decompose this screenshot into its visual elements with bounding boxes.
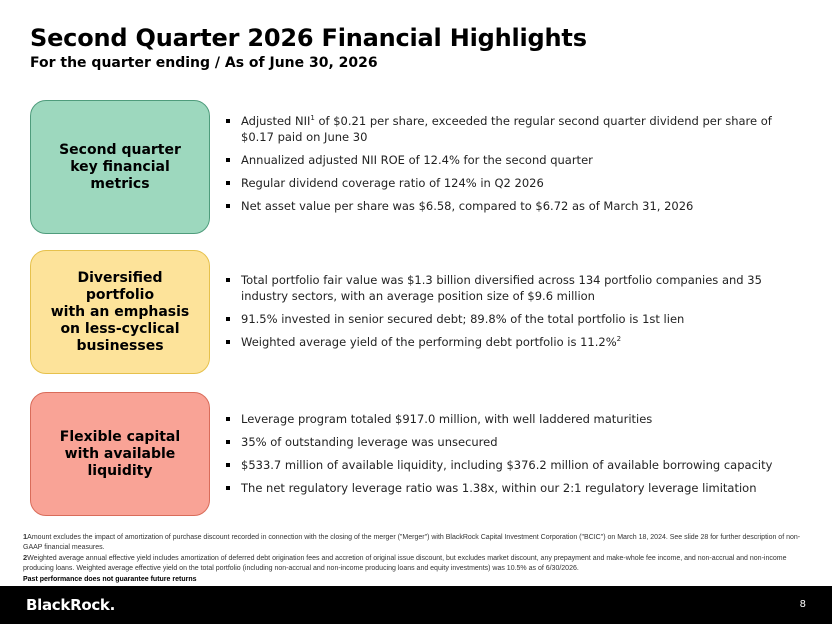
- bullet-list-key-metrics: [224, 113, 808, 221]
- bullet-item: Weighted average yield of the performing debt portfolio is 11.2%$^2$: [224, 334, 808, 350]
- section-label-flexible-capital: Flexible capital with available liquidity: [30, 392, 210, 516]
- bullet-item: 91.5% invested in senior secured debt; 89.8% of the total portfolio is 1st lien: [224, 311, 808, 327]
- bullet-item: $533.7 million of available liquidity, including $376.2 million of available borrowing capacity: [224, 457, 808, 473]
- footnotes: [23, 532, 813, 585]
- section-label-diversified-portfolio: Diversified portfolio with an emphasis on less-cyclical businesses: [30, 250, 210, 374]
- section-label-key-metrics: Second quarter key financial metrics: [30, 100, 210, 234]
- page-number: 8: [799, 599, 806, 610]
- bullet-item: Adjusted NII$^1$ of $0.21 per share, exceeded the regular second quarter dividend per share of $0.17 paid on June 30: [224, 113, 808, 145]
- bullet-item: Total portfolio fair value was $1.3 billion diversified across 134 portfolio companies and 35 industry sectors, with an average position size of $9.6 million: [224, 272, 808, 304]
- bullet-item: Net asset value per share was $6.58, compared to $6.72 as of March 31, 2026: [224, 198, 808, 214]
- footnote-2: 2Weighted average annual effective yield includes amortization of deferred debt origination fees and accretion of original issue discount, but excludes market discount, any prepayment and make-whole fee income, and non-accrual and non-income producing loans. Weighted average effective yield on the total portfolio (including non-accrual and non-income producing loans and equity investments) was 10.5% as of 6/30/2026.: [23, 553, 787, 572]
- blackrock-logo: BlackRock.: [26, 596, 115, 614]
- bullet-item: Regular dividend coverage ratio of 124% in Q2 2026: [224, 175, 808, 191]
- bullet-item: Leverage program totaled $917.0 million, with well laddered maturities: [224, 411, 808, 427]
- past-performance-disclaimer: Past performance does not guarantee future returns: [23, 576, 197, 583]
- bullet-item: The net regulatory leverage ratio was 1.38x, within our 2:1 regulatory leverage limitation: [224, 480, 808, 496]
- footer-bar: [0, 586, 832, 624]
- bullet-list-diversified-portfolio: [224, 272, 808, 357]
- footnote-1: 1Amount excludes the impact of amortization of purchase discount recorded in connection with the closing of the merger ("Merger") with BlackRock Capital Investment Corporation ("BCIC") on March 18, 2024. See slide 28 for further description of non-GAAP financial measures.: [23, 532, 801, 551]
- bullet-item: Annualized adjusted NII ROE of 12.4% for the second quarter: [224, 152, 808, 168]
- page-title: Second Quarter 2026 Financial Highlights: [30, 24, 587, 52]
- footnote-ref: 1: [310, 114, 315, 123]
- bullet-list-flexible-capital: [224, 411, 808, 503]
- page-subtitle: For the quarter ending / As of June 30, 2026: [30, 55, 378, 71]
- bullet-item: 35% of outstanding leverage was unsecured: [224, 434, 808, 450]
- footnote-ref: 2: [616, 335, 622, 344]
